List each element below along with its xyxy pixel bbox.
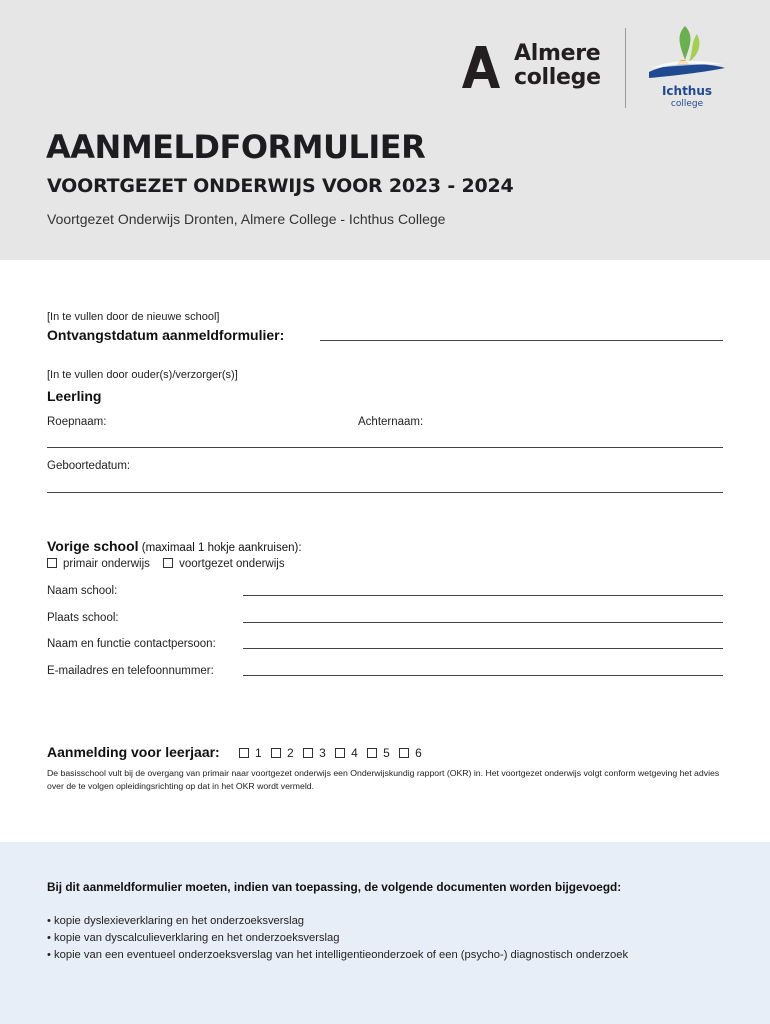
received-date-label: Ontvangstdatum aanmeldformulier: (47, 327, 285, 343)
contact-person-field[interactable] (243, 648, 723, 649)
contact-person-label: Naam en functie contactpersoon: (47, 638, 216, 650)
school-city-field[interactable] (243, 622, 723, 623)
list-item: • kopie van dyscalculieverklaring en het onderzoeksverslag (47, 930, 628, 947)
checkbox[interactable] (271, 748, 281, 758)
school-fill-note: [In te vullen door de nieuwe school] (47, 311, 220, 323)
ichthus-emblem-icon (645, 22, 729, 84)
list-item: • kopie van een eventueel onderzoeksverslag van het intelligentieonderzoek of een (psycho-) diagnostisch onderzoek (47, 947, 628, 964)
checkbox[interactable] (303, 748, 313, 758)
almere-a-icon (458, 44, 504, 90)
grade-label: Aanmelding voor leerjaar: (47, 744, 220, 760)
form-title: AANMELDFORMULIER (46, 128, 426, 166)
ichthus-logo-name: Ichthus (661, 84, 713, 98)
grade-options (239, 746, 428, 760)
contact-details-label: E-mailadres en telefoonnummer: (47, 665, 214, 677)
checkbox[interactable] (367, 748, 377, 758)
checkbox[interactable] (399, 748, 409, 758)
school-name-label: Naam school: (47, 585, 118, 597)
checkbox[interactable] (47, 558, 57, 568)
ichthus-logo-sub: college (670, 99, 704, 109)
almere-college-logo (458, 40, 608, 100)
grade-option[interactable]: 1 (239, 746, 262, 760)
grade-option[interactable]: 2 (271, 746, 294, 760)
grade-option[interactable]: 5 (367, 746, 390, 760)
school-name-field[interactable] (243, 595, 723, 596)
dob-label: Geboortedatum: (47, 460, 131, 472)
logo-divider (625, 28, 626, 108)
checkbox[interactable] (335, 748, 345, 758)
list-item: • kopie dyslexieverklaring en het onderzoeksverslag (47, 913, 628, 930)
grade-option[interactable]: 6 (399, 746, 422, 760)
grade-option[interactable]: 4 (335, 746, 358, 760)
name-field[interactable] (47, 447, 723, 448)
checkbox[interactable] (163, 558, 173, 568)
schools-line: Voortgezet Onderwijs Dronten, Almere College - Ichthus College (47, 211, 446, 227)
okr-explanation: De basisschool vult bij de overgang van primair naar voortgezet onderwijs een Onderwijskundig rapport (OKR) in. Het voortgezet onderwijs volgt conform wetgeving het advies over de te volgen opleidingsrichting op dat in het OKR wordt vermeld. (47, 768, 720, 791)
form-subtitle: VOORTGEZET ONDERWIJS VOOR 2023 - 2024 (47, 175, 514, 197)
documents-list (47, 913, 628, 964)
almere-logo-line1: Almere (514, 41, 601, 66)
last-name-label: Achternaam: (358, 416, 424, 428)
school-city-label: Plaats school: (47, 612, 119, 624)
grade-option[interactable]: 3 (303, 746, 326, 760)
student-heading: Leerling (47, 388, 102, 404)
dob-field[interactable] (47, 492, 723, 493)
option-secondary[interactable]: voortgezet onderwijs (163, 558, 284, 570)
previous-school-note: (maximaal 1 hokje aankruisen): (138, 542, 302, 554)
almere-logo-line2: college (514, 65, 601, 90)
checkbox[interactable] (239, 748, 249, 758)
parent-fill-note: [In te vullen door ouder(s)/verzorger(s)] (47, 369, 238, 381)
first-name-label: Roepnaam: (47, 416, 107, 428)
previous-school-options (47, 558, 295, 570)
previous-school-heading (47, 538, 302, 554)
ichthus-college-logo (645, 22, 729, 114)
received-date-field[interactable] (320, 340, 723, 341)
option-primary[interactable]: primair onderwijs (47, 558, 150, 570)
contact-details-field[interactable] (243, 675, 723, 676)
previous-school-title: Vorige school (47, 538, 139, 554)
documents-title: Bij dit aanmeldformulier moeten, indien van toepassing, de volgende documenten worden bijgevoegd: (47, 880, 622, 894)
